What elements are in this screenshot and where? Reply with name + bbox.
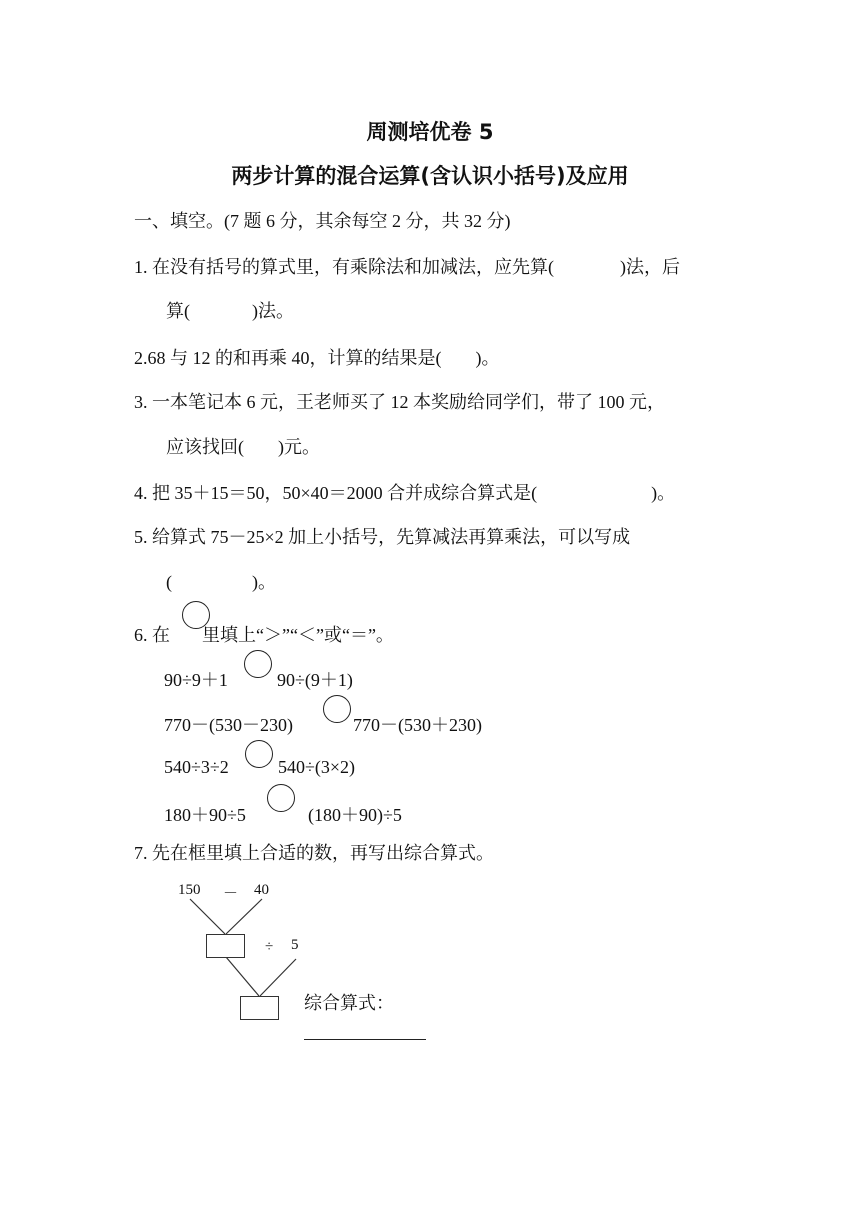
section-header: 一、填空。(7 题 6 分，其余每空 2 分，共 32 分): [134, 211, 511, 231]
question-text: 68 与 12 的和再乘 40，计算的结果是(: [147, 348, 442, 368]
question-text: 把 35＋15＝50，50×40＝2000 合并成综合算式是(: [152, 483, 538, 503]
question-text: )。: [651, 483, 676, 503]
question-number: 5.: [134, 527, 148, 547]
question-text: 一本笔记本 6 元，王老师买了 12 本奖励给同学们，带了 100 元，: [152, 392, 665, 412]
question-text: )。: [475, 348, 500, 368]
compare-row-3-right: 540÷(3×2): [278, 757, 356, 777]
page-subtitle: 两步计算的混合运算(含认识小括号)及应用: [231, 164, 629, 188]
combined-formula-label: 综合算式：: [304, 993, 394, 1013]
question-text: )法，后: [620, 257, 680, 277]
question-text: 里填上“＞”“＜”或“＝”。: [202, 625, 394, 645]
question-text: 算(: [166, 301, 190, 321]
compare-row-2-right: 770－(530＋230): [353, 715, 482, 735]
question-text: 在没有括号的算式里，有乘除法和加减法，应先算(: [152, 257, 554, 277]
compare-row-4-right: (180＋90)÷5: [308, 805, 402, 825]
question-number: 7.: [134, 843, 148, 863]
question-text: (: [166, 572, 172, 592]
question-text: 给算式 75－25×2 加上小括号，先算减法再算乘法，可以写成: [152, 527, 631, 547]
question-text: 先在框里填上合适的数，再写出综合算式。: [152, 843, 494, 863]
compare-row-4-left: 180＋90÷5: [164, 805, 246, 825]
question-text: )法。: [252, 301, 294, 321]
question-text: 在: [152, 625, 170, 645]
question-number: 4.: [134, 483, 148, 503]
tree-number-40: 40: [254, 882, 269, 898]
tree-operator-divide: ÷: [265, 939, 274, 955]
compare-row-2-left: 770－(530－230): [164, 715, 293, 735]
question-number: 2.: [134, 348, 148, 368]
tree-number-5: 5: [291, 937, 299, 953]
answer-box-1[interactable]: [206, 934, 245, 958]
compare-row-1-left: 90÷9＋1: [164, 670, 228, 690]
question-text: )。: [252, 572, 276, 592]
answer-box-2[interactable]: [240, 996, 279, 1020]
page-title: 周测培优卷 5: [366, 120, 494, 144]
compare-row-3-left: 540÷3÷2: [164, 757, 229, 777]
tree-operator-minus: －: [223, 886, 239, 902]
question-text: )元。: [278, 437, 320, 457]
question-number: 3.: [134, 392, 148, 412]
combined-formula-answer-line[interactable]: [304, 1039, 426, 1040]
tree-number-150: 150: [178, 882, 201, 898]
question-text: 应该找回(: [166, 437, 244, 457]
question-number: 1.: [134, 257, 148, 277]
compare-row-1-right: 90÷(9＋1): [277, 670, 353, 690]
question-number: 6.: [134, 625, 148, 645]
